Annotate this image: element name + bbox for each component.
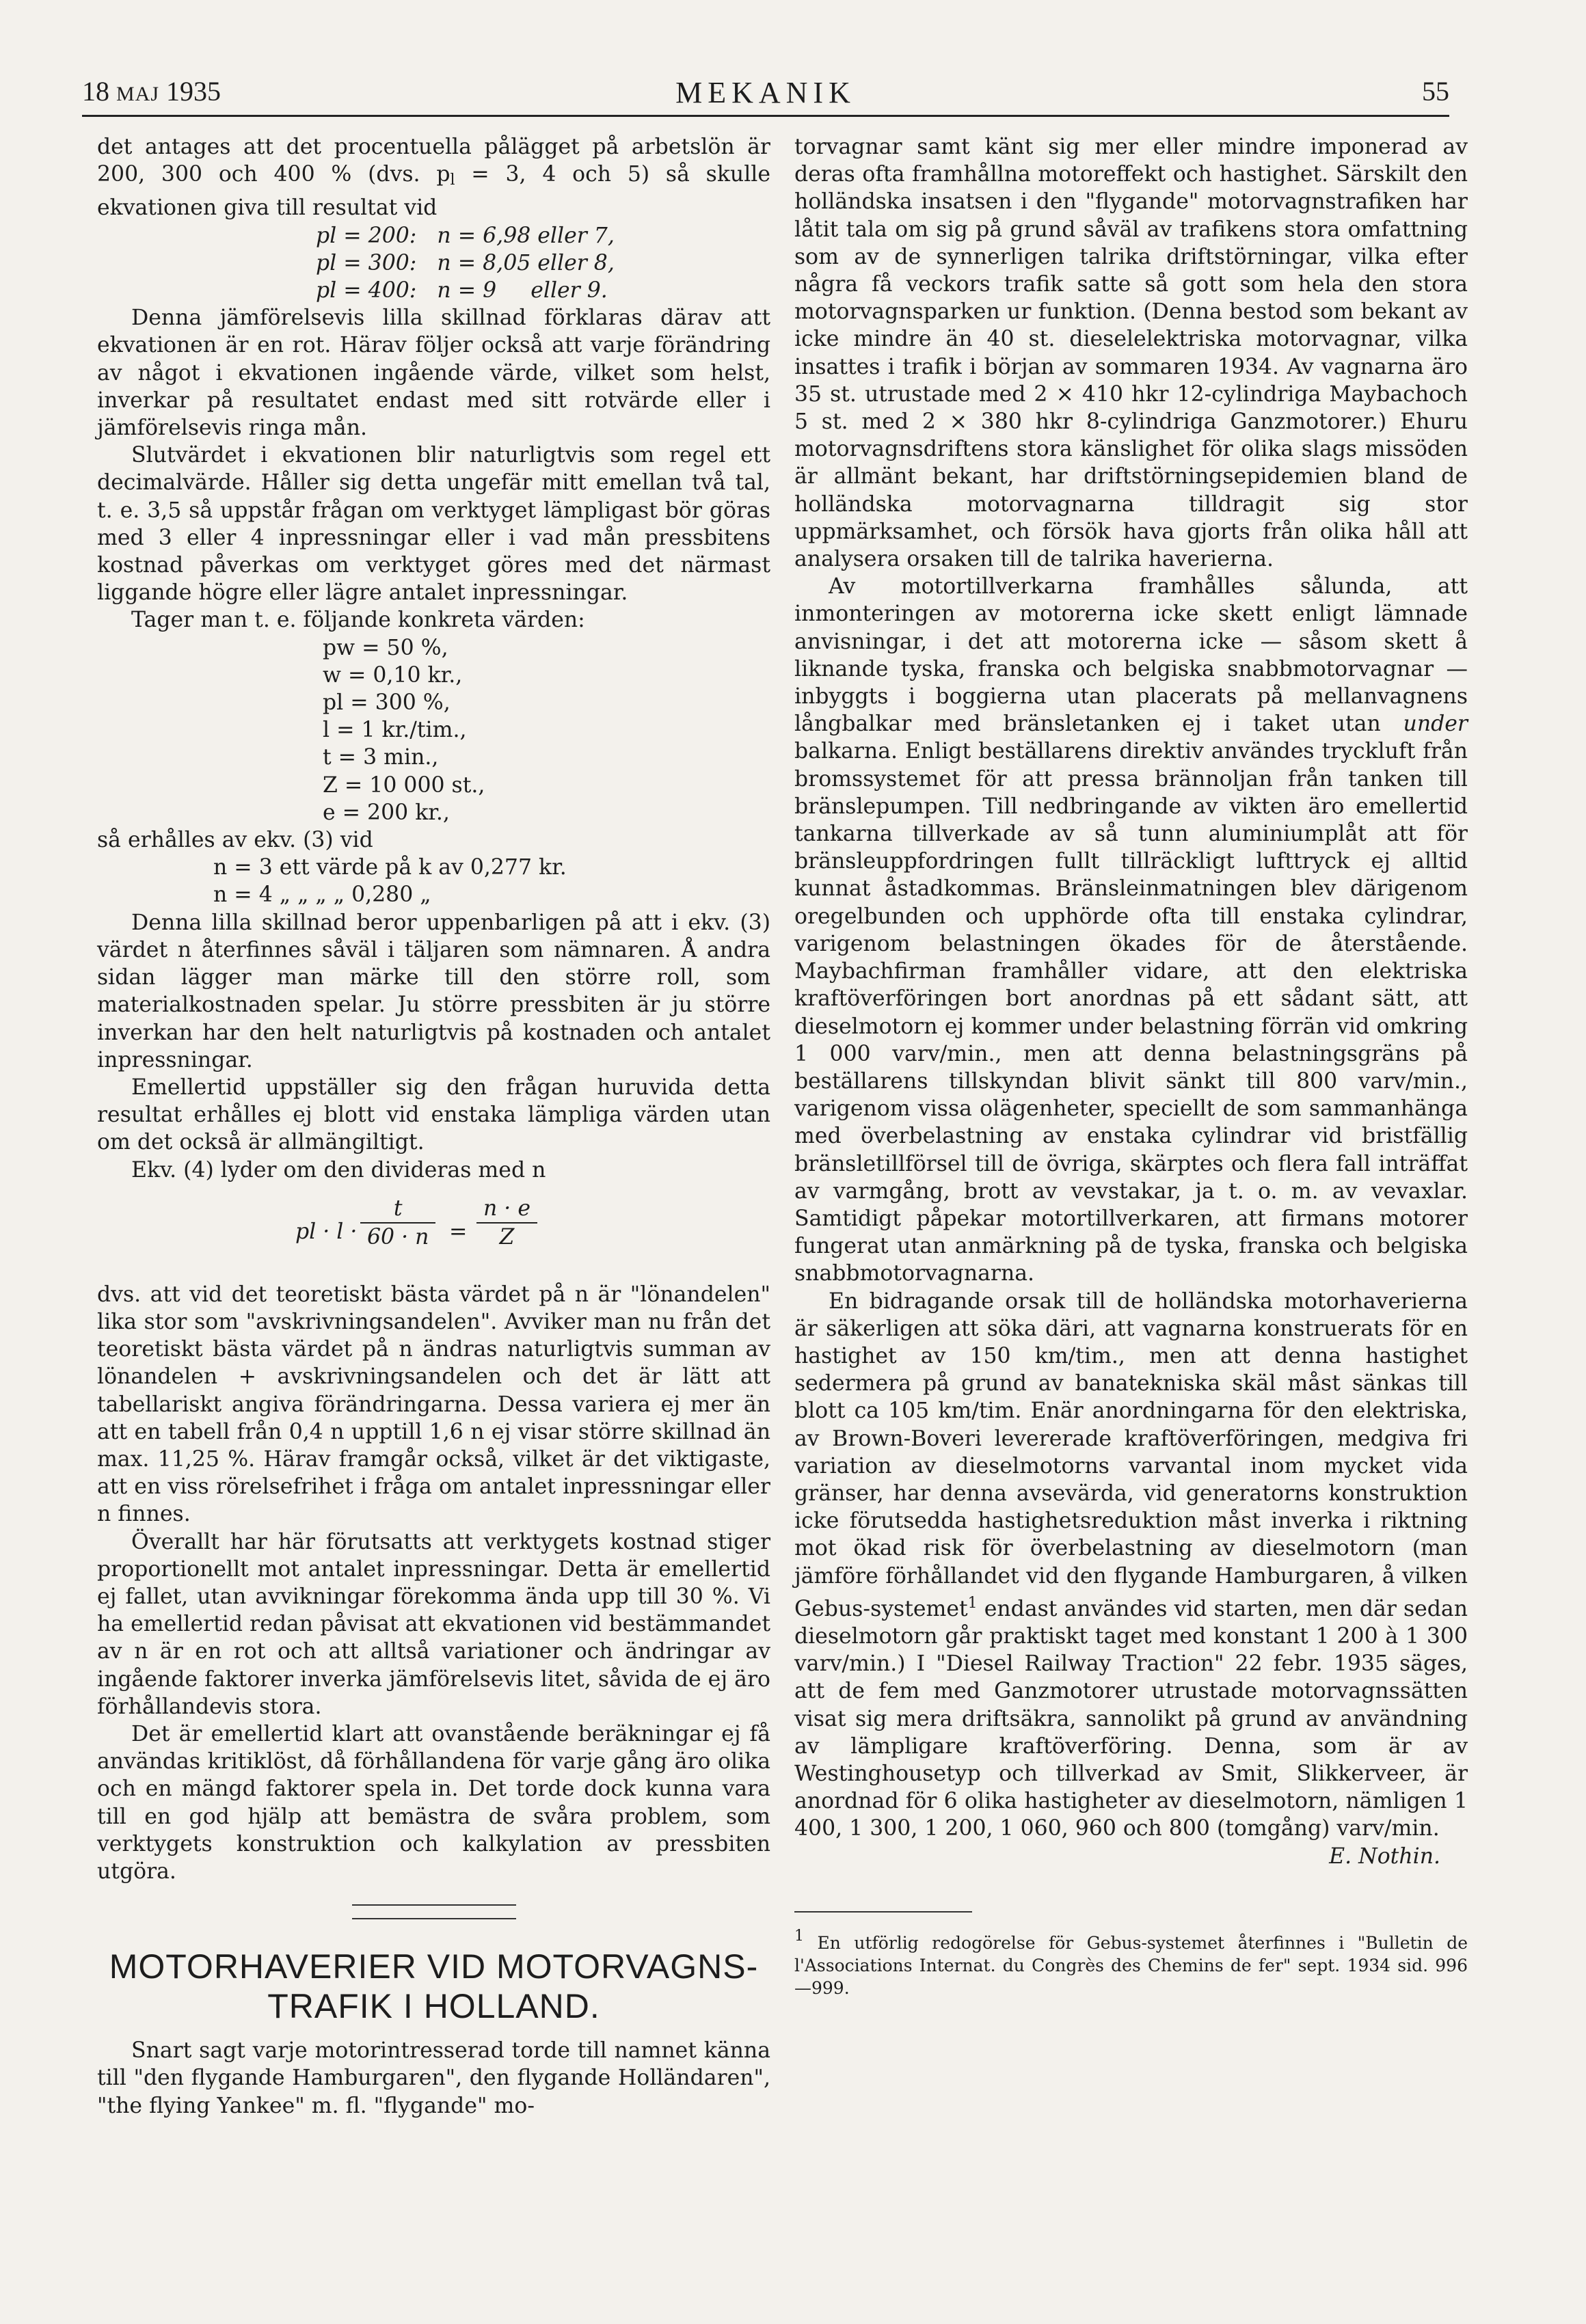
fraction-equation — [97, 1188, 770, 1277]
header-rule — [82, 115, 1449, 117]
value-line: pl = 300 %, — [323, 690, 451, 716]
paragraph: Tager man t. e. följande konkreta värden: — [131, 608, 585, 633]
paragraph: Överallt har här förutsatts att verktygets kostnad stiger proportionellt mot antalet inpressningar. Detta är emellertid ej fallet, utan avvikningar förekomma ända upp till 30 %. Vi ha emellertid redan påvisat att ekvationen vid bestämmandet av n är en rot och att alltså variationer och ändringar av ingående faktorer inverka jämförelsevis litet, såvida de ej äro förhållandevis stora. — [97, 1529, 770, 1719]
page-header — [82, 68, 1449, 116]
fraction-left — [360, 1195, 435, 1251]
paragraph: Denna lilla skillnad beror uppenbarligen på att i ekv. (3) värdet n återfinnes såväl i täljaren som nämnaren. Å andra sidan lägger man märke till den större roll, som materialkostnaden spelar. Ju större pressbiten är ju större inverkan har den helt naturligtvis på kostnaden och antalet inpressningar. — [97, 910, 770, 1072]
footnote: 1 En utförlig redogörelse för Gebus-systemet återfinnes i "Bulletin de l'Associations Internat. du Congrès des Chemins de fer" sept. 1934 sid. 996—999. — [794, 1927, 1468, 1998]
paragraph: dvs. att vid det teoretiskt bästa värdet på n är "lönandelen" lika stor som "avskrivningsandelen". Avviker man nu från det teoretiskt bästa värdet på n ändras naturligtvis summan av lönandelen + avskrivningsandelen och det är lätt att tabellariskt angiva förändringarna. Dessa variera ej mer än att en tabell från 0,4 n upptill 1,6 n ej visar större skillnad än max. 11,25 %. Härav framgår också, vilket är det viktigaste, att en viss rörelsefrihet i fråga om antalet inpressningar eller n finnes. — [97, 1282, 770, 1527]
value-line: t = 3 min., — [323, 745, 439, 770]
value-line: l = 1 kr./tim., — [323, 718, 467, 743]
paragraph: Det är emellertid klart att ovanstående beräkningar ej få användas kritiklöst, då förhållandena för varje gång äro olika och en mängd faktorer spela in. Det torde dock kunna vara till en god hjälp att bemästra de svåra problem, som verktygets konstruktion och kalkylation av pressbiten utgöra. — [97, 1721, 770, 1884]
equation-results — [97, 222, 770, 305]
fraction-right — [476, 1195, 537, 1251]
paragraph: Av motortillverkarna framhålles sålunda, att inmonteringen av motorerna icke skett enligt lämnade anvisningar, i det att motorerna icke — såsom skett å liknande tyska, franska och belgiska snabbmotorvagnar — inbyggts i boggierna utan placerats på mellanvagnens långbalkar med bränsletanken ej i taket utan under balkarna. Enligt beställarens direktiv användes tryckluft från bromssystemet för att pressa brännoljan från tanken till bränslepumpen. Till nedbringande av vikten äro emellertid tankarna tillverkade av så tunn aluminiumplåt att för bränsleuppfordringen fullt tillräckligt lufttryck ej alltid kunnat åstadkommas. Bränsleinmatningen blev därigenom oregelbunden och upphörde ofta till enstaka cylindrar, varigenom belastningen ökades för de återstående. Maybachfirman framhåller vidare, att den elektriska kraftöverföringen bort anordnas på ett sådant sätt, att dieselmotorn ej kommer under belastning förrän vid omkring 1 000 varv/min., men att denna belastningsgräns på beställarens tillskyndan blivit sänkt till 800 varv/min., varigenom vissa olägenheter, speciellt de som sammanhänga med överbelastning av enstaka cylindrar vid bristfällig bränsletillförsel till de övriga, skärptes och flera fall inträffat av varmgång, brott av vevstakar, ja t. o. m. av vevaxlar. Samtidigt påpekar motortillverkaren, att firmans motorer fungerat utan anmärkning på de tyska, franska och belgiska snabbmotorvagnarna. — [794, 574, 1468, 1286]
result-lines — [97, 854, 770, 908]
paragraph: Slutvärdet i ekvationen blir naturligtvis som regel ett decimalvärde. Håller sig detta ungefär mitt emellan två tal, t. e. 3,5 så uppstår frågan om verktyget lämpligast bör göras med 3 eller 4 inpressningar eller i vad mån pressbitens kostnad påverkas om verktyget göres med det närmast liggande högre eller lägre antalet inpressningar. — [97, 443, 770, 606]
denominator: Z — [499, 1224, 515, 1249]
right-column — [794, 133, 1468, 1999]
paragraph: Ekv. (4) lyder om den divideras med n — [131, 1157, 546, 1183]
equation-line: pl = 400: n = 9 eller 9. — [316, 278, 608, 303]
paragraph: torvagnar samt känt sig mer eller mindre imponerad av deras ofta framhållna motoreffekt och hastighet. Särskilt den holländska insatsen i den "flygande" motorvagnstrafiken har låtit tala om sig på grund såväl av trafikens stora omfattning som av de synnerligen talrika driftstörningar, vilka efter några få veckors trafik satte så gott som hela den stora motorvagnsparken ur funktion. (Denna bestod som bekant av icke mindre än 40 st. dieselelektriska motorvagnar, vilka insattes i trafik i början av sommaren 1934. Av vagnarna äro 35 st. utrustade med 2 × 410 hkr 12-cylindriga Maybachoch 5 st. med 2 × 380 hkr 8-cylindriga Ganzmotorer.) Ehuru motorvagnsdriftens stora känslighet för olika slags missöden är allmänt bekant, har driftstörningsepidemien bland de holländska motorvagnarna tilldragit sig stor uppmärksamhet, och försök hava gjorts från olika håll att analysera orsaken till de talrika haverierna. — [794, 135, 1468, 572]
value-line: e = 200 kr., — [323, 800, 450, 825]
section-divider — [352, 1904, 516, 1906]
paragraph: Snart sagt varje motorintresserad torde till namnet känna till "den flygande Hamburgaren", den flygande Holländaren", "the flying Yankee" m. fl. "flygande" mo- — [97, 2038, 770, 2118]
journal-title: MEKANIK — [675, 76, 856, 109]
left-column — [97, 133, 770, 2120]
paragraph: Emellertid uppställer sig den frågan huruvida detta resultat erhålles ej blott vid enstaka lämpliga värden utan om det också är allmängiltigt. — [97, 1075, 770, 1155]
value-line: w = 0,10 kr., — [323, 662, 463, 688]
numerator: t — [360, 1195, 435, 1224]
section-divider — [352, 1918, 516, 1919]
equation-line: pl = 300: n = 8,05 eller 8, — [316, 250, 615, 275]
issue-date: 18 MAJ 1935 — [82, 76, 221, 107]
numerator: n · e — [476, 1195, 537, 1224]
denominator: 60 · n — [367, 1224, 429, 1249]
paragraph: En bidragande orsak till de holländska motorhaverierna är säkerligen att söka däri, att vagnarna konstruerats för en hastighet av 150 km/tim., men att denna hastighet sedermera på grund av banatekniska skäl måst sänkas till blott ca 105 km/tim. Enär anordningarna för den elektriska, av Brown-Boveri levererade kraftöverföringen, medgiva fri variation av dieselmotorns varvantal inom mycket vida gränser, har denna avsevärda, vid generatorns konstruktion icke förutsedda hastighetsreduktion måst inverka i riktning mot ökad risk för överbelastning av dieselmotorn (man jämföre förhållandet vid den flygande Hamburgaren, å vilken Gebus-systemet$^1$ endast användes vid starten, men där sedan dieselmotorn går praktiskt taget med konstant 1 200 à 1 300 varv/min.) I "Diesel Railway Traction" 22 febr. 1935 säges, att de fem med Ganzmotorer utrustade motorvagnssätten visat sig mera driftsäkra, sannolikt på grund av användning av lämpligare kraftöverföring. Denna, som är av Westinghousetyp och tillverkad av Smit, Slikkerveer, är anordnad för 6 olika hastigheter av dieselmotorn, nämligen 1 400, 1 300, 1 200, 1 060, 960 och 800 (tomgång) varv/min. — [794, 1288, 1468, 1841]
value-list — [97, 634, 770, 826]
result-line: n = 3 ett värde på k av 0,277 kr. — [213, 855, 567, 880]
paragraph: det antages att det procentuella pålägget på arbetslön är 200, 300 och 400 % (dvs. $p_l = 3$, 4 och 5) så skulle ekvationen giva till resultat vid — [97, 135, 770, 221]
article-headline: MOTORHAVERIER VID MOTORVAGNS- TRAFIK I HOLLAND. — [109, 1947, 759, 2026]
paragraph: så erhålles av ekv. (3) vid — [97, 828, 373, 853]
value-line: Z = 10 000 st., — [323, 772, 485, 798]
equals-sign: = — [449, 1219, 468, 1244]
footnote-rule — [794, 1911, 972, 1913]
page-number: 55 — [1422, 76, 1449, 107]
author-signature: E. Nothin. — [1329, 1843, 1440, 1869]
equation-line: pl = 200: n = 6,98 eller 7, — [316, 223, 615, 248]
equation-lhs: pl · l · — [295, 1219, 358, 1244]
value-line: pw = 50 %, — [323, 635, 448, 660]
paragraph: Denna jämförelsevis lilla skillnad förklaras därav att ekvationen är en rot. Härav följer också att varje förändring av något i ekvationen ingående värde, vilket som helst, inverkar på resultatet endast med sitt rotvärde eller i jämförelsevis ringa mån. — [97, 306, 770, 441]
footnote-ref: 1 — [967, 1594, 978, 1612]
result-line: n = 4 „ „ „ „ 0,280 „ — [213, 882, 431, 908]
